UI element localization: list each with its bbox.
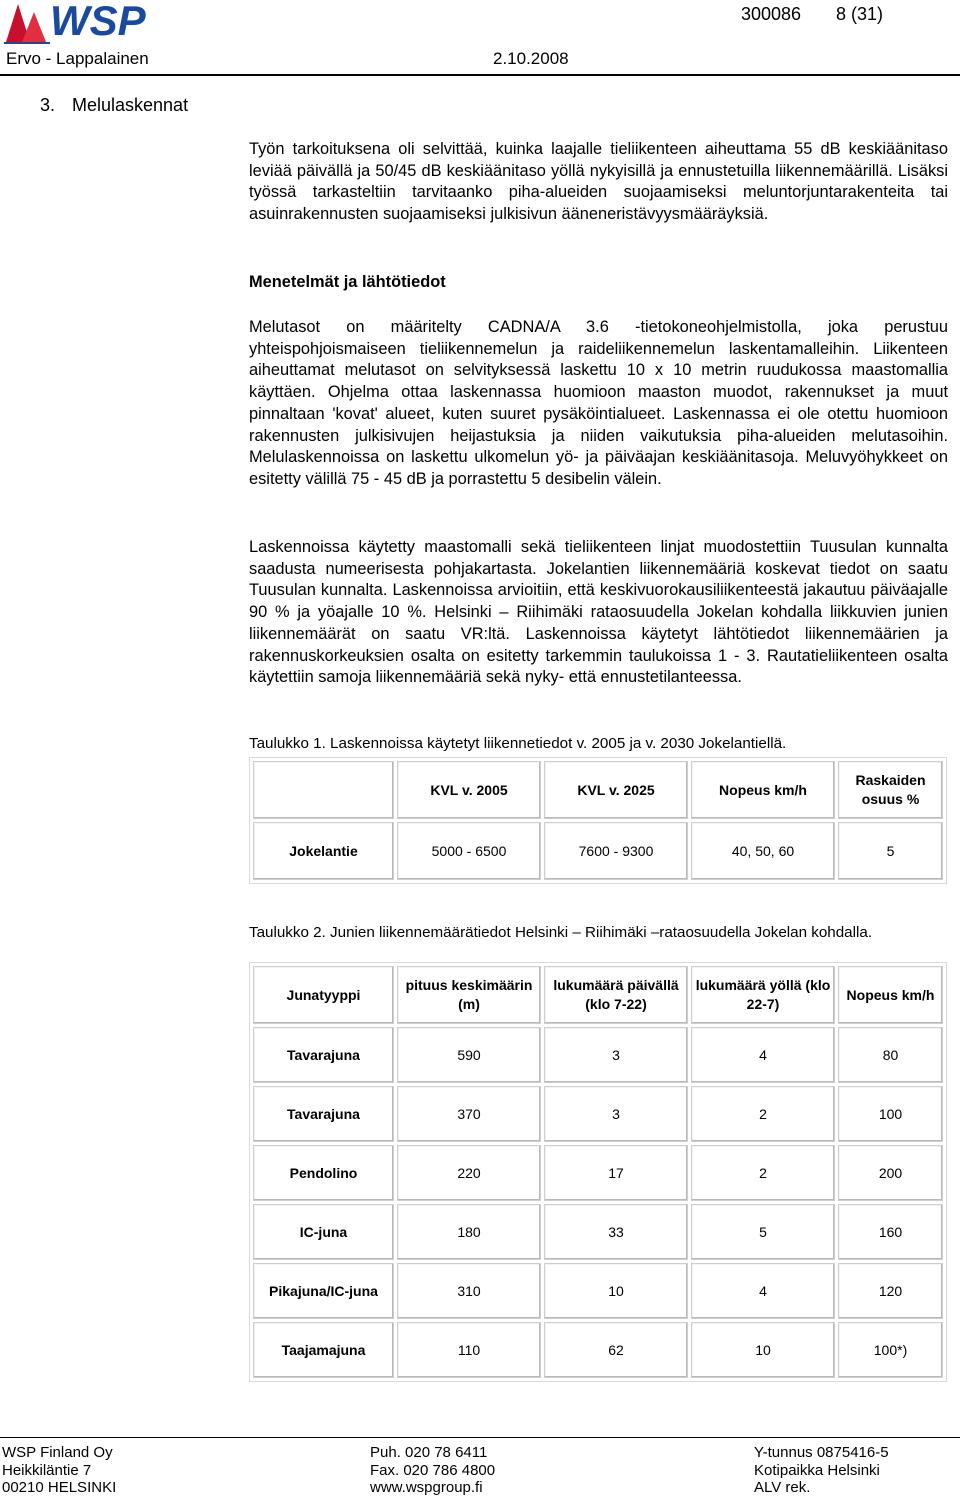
header-divider: [0, 74, 960, 76]
table-header-cell: KVL v. 2005: [397, 761, 541, 819]
table-row: [253, 822, 943, 880]
table-cell: 2: [691, 1086, 835, 1142]
footer-registration: Y-tunnus 0875416-5 Kotipaikka Helsinki ALV rek.: [754, 1444, 889, 1496]
footer-contact: Puh. 020 78 6411 Fax. 020 786 4800 www.wspgroup.fi: [370, 1444, 496, 1496]
table-cell: 180: [397, 1204, 541, 1260]
table-row: [253, 1322, 943, 1378]
table-header-row: [253, 966, 943, 1024]
table-cell: 120: [838, 1263, 943, 1319]
table-cell: 7600 - 9300: [544, 822, 688, 880]
table-cell: 2: [691, 1145, 835, 1201]
table-header-cell: Nopeus km/h: [838, 966, 943, 1024]
table-cell: 5: [691, 1204, 835, 1260]
logo-text: WSP: [50, 0, 146, 44]
table-cell: IC-juna: [253, 1204, 394, 1260]
table-cell: 40, 50, 60: [691, 822, 835, 880]
table-header-cell: Junatyyppi: [253, 966, 394, 1024]
table-cell: 370: [397, 1086, 541, 1142]
table1-caption: Taulukko 1. Laskennoissa käytetyt liikennetiedot v. 2005 ja v. 2030 Jokelantiellä.: [249, 735, 787, 752]
table-header-cell: Nopeus km/h: [691, 761, 835, 819]
section-number: 3.: [40, 95, 56, 115]
table-cell: 33: [544, 1204, 688, 1260]
section-heading: [40, 95, 188, 116]
table-cell: 220: [397, 1145, 541, 1201]
table-cell: 17: [544, 1145, 688, 1201]
table-cell: 10: [544, 1263, 688, 1319]
table-header-cell: lukumäärä päivällä (klo 7-22): [544, 966, 688, 1024]
table-header-cell: lukumäärä yöllä (klo 22-7): [691, 966, 835, 1024]
table-cell: 4: [691, 1263, 835, 1319]
table-cell: Pikajuna/IC-juna: [253, 1263, 394, 1319]
table-header-cell: Raskaiden osuus %: [838, 761, 943, 819]
table-header-cell: pituus keskimäärin (m): [397, 966, 541, 1024]
section-title: Melulaskennat: [72, 95, 189, 115]
table-cell: 100: [838, 1086, 943, 1142]
table-cell: 10: [691, 1322, 835, 1378]
traffic-table: [249, 757, 947, 884]
project-name: Ervo - Lappalainen: [6, 49, 149, 68]
table-cell: Taajamajuna: [253, 1322, 394, 1378]
paragraph-methods: Melutasot on määritelty CADNA/A 3.6 -tietokoneohjelmistolla, joka perustuu yhteispohjoismaiseen tieliikennemelun ja raideliikennemelun laskentamalleihin. Liikenteen aiheuttamat melutasot on selvityksessä laskettu 10 x 10 metrin ruudukossa maastomallia käyttäen. Ohjelma ottaa laskennassa huomioon maaston muodot, rakennukset ja muut pinnaltaan 'kovat' alueet, kuten suuret pysäköintialueet. Laskennassa ei ole otettu huomioon rakennusten julkisivujen heijastuksia ja niiden vaikutuksia piha-alueiden melutasoihin. Melulaskennoissa on laskettu ulkomelun yö- ja päiväajan keskiäänitasoja. Meluvyöhykkeet on esitetty välillä 75 - 45 dB ja porrastettu 5 desibelin välein.: [249, 318, 948, 488]
table-cell: Jokelantie: [253, 822, 394, 880]
logo-mark-icon: [4, 0, 52, 44]
table-row: [253, 1204, 943, 1260]
website-link[interactable]: www.wspgroup.fi: [370, 1479, 483, 1496]
document-number: 300086: [741, 4, 802, 24]
table-header-cell: [253, 761, 394, 819]
page-number: 8 (31): [836, 4, 884, 24]
table-row: [253, 1263, 943, 1319]
table-cell: 110: [397, 1322, 541, 1378]
table-cell: Tavarajuna: [253, 1027, 394, 1083]
table-header-row: [253, 761, 943, 819]
footer-divider: [0, 1437, 960, 1438]
table-cell: 160: [838, 1204, 943, 1260]
table-cell: Tavarajuna: [253, 1086, 394, 1142]
table-cell: 4: [691, 1027, 835, 1083]
paragraph-purpose: Työn tarkoituksena oli selvittää, kuinka laajalle tieliikenteen aiheuttama 55 dB keskiäänitaso leviää päivällä ja 50/45 dB keskiäänitaso yöllä nykyisillä ja ennustetuilla liikennemäärillä. Lisäksi työssä tarkasteltiin tarvitaanko piha-alueiden suojaamiseksi meluntorjuntarakenteita tai asuinrakennusten suojaamiseksi julkisivun ääneneristävyysmääräyksiä.: [249, 140, 948, 224]
table-cell: 3: [544, 1027, 688, 1083]
table-cell: 200: [838, 1145, 943, 1201]
document-date: 2.10.2008: [493, 49, 569, 68]
table-cell: 100*): [838, 1322, 943, 1378]
table-cell: 80: [838, 1027, 943, 1083]
table2-caption: Taulukko 2. Junien liikennemäärätiedot Helsinki – Riihimäki –rataosuudella Jokelan kohdalla.: [249, 924, 873, 941]
footer-company: WSP Finland Oy Heikkiläntie 7 00210 HELSINKI: [2, 1444, 117, 1496]
table-header-cell: KVL v. 2025: [544, 761, 688, 819]
table-cell: 62: [544, 1322, 688, 1378]
table-row: [253, 1027, 943, 1083]
table-row: [253, 1145, 943, 1201]
table-row: [253, 1086, 943, 1142]
table-cell: 5000 - 6500: [397, 822, 541, 880]
table-cell: 3: [544, 1086, 688, 1142]
subheading-methods: Menetelmät ja lähtötiedot: [249, 273, 446, 291]
table-cell: Pendolino: [253, 1145, 394, 1201]
table-cell: 310: [397, 1263, 541, 1319]
paragraph-input-data: Laskennoissa käytetty maastomalli sekä tieliikenteen linjat muodostettiin Tuusulan kunnalta saadusta numeerisesta pohjakartasta. Jokelantien liikennemääriä koskevat tiedot on saatu Tuusulan kunnalta. Laskennoissa arvioitiin, että keskivuorokausiliikenteestä jakautuu päiväajalle 90 % ja yöajalle 10 %. Helsinki – Riihimäki rataosuudella Jokelan kohdalla liikkuvien junien liikennemäärät on saatu VR:ltä. Laskennoissa käytetyt lähtötiedot liikennemäärien ja rakennuskorkeuksien osalta on esitetty tarkemmin taulukoissa 1 - 3. Rautatieliikenteen osalta käytettiin samoja liikennemääriä sekä nyky- että ennustetilanteessa.: [249, 538, 948, 687]
train-table: [249, 962, 947, 1382]
table-cell: 590: [397, 1027, 541, 1083]
table-cell: 5: [838, 822, 943, 880]
